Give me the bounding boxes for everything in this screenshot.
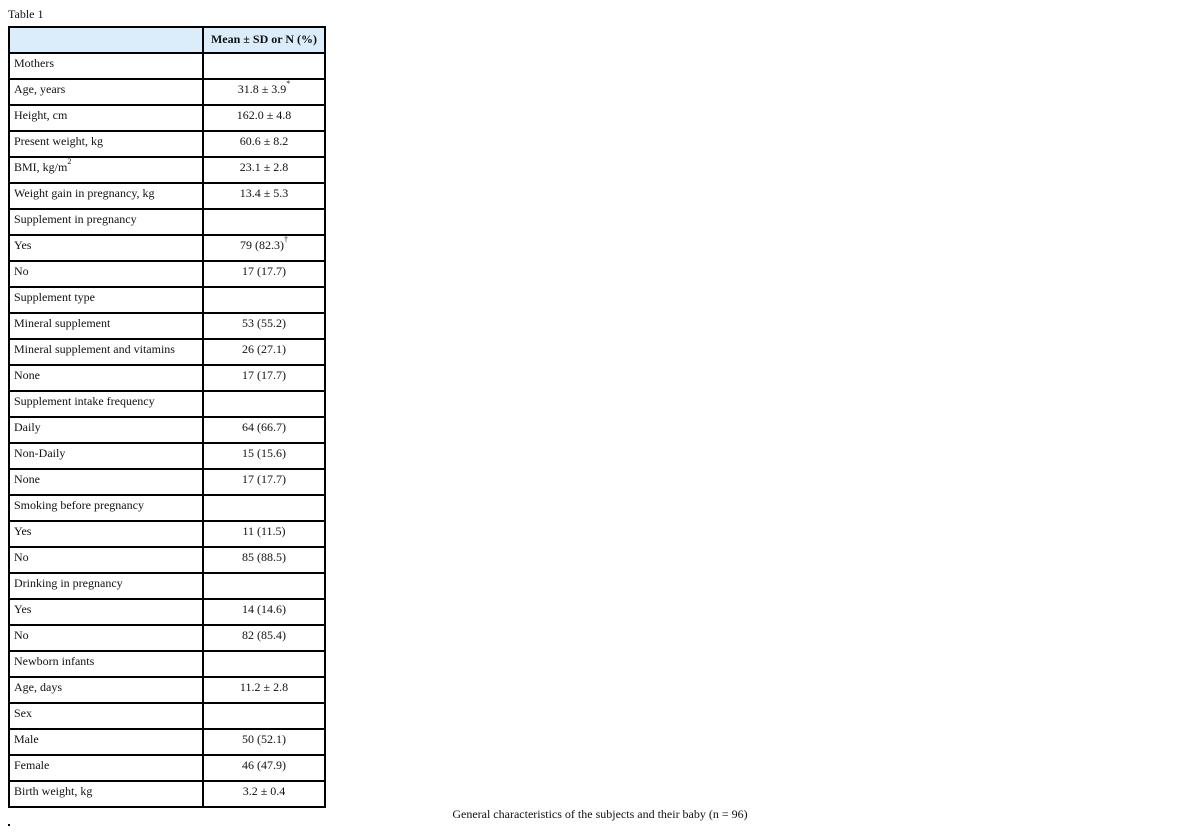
table-row — [9, 235, 325, 261]
table-row — [9, 781, 325, 807]
table-row — [9, 755, 325, 781]
row-label-cell — [9, 469, 203, 495]
row-value: 11.2 ± 2.8 — [239, 680, 289, 694]
row-value: 3.2 ± 0.4 — [242, 784, 286, 798]
row-value-cell — [203, 521, 325, 547]
row-value: 17 (17.7) — [242, 264, 286, 278]
row-value-cell — [203, 157, 325, 183]
row-value-cell — [203, 209, 325, 235]
row-label-cell — [9, 443, 203, 469]
row-value-cell — [203, 287, 325, 313]
row-label-cell — [9, 573, 203, 599]
row-label: Weight gain in pregnancy, kg — [14, 186, 155, 200]
row-label: Newborn infants — [14, 654, 95, 668]
row-label: Drinking in pregnancy — [14, 576, 123, 590]
row-label-cell — [9, 157, 203, 183]
row-value: 50 (52.1) — [242, 732, 286, 746]
table-body — [9, 53, 325, 807]
table-row — [9, 339, 325, 365]
row-value-footnote-mark: * — [286, 79, 291, 88]
row-label-cell — [9, 235, 203, 261]
row-value: 17 (17.7) — [242, 472, 286, 486]
row-value-cell — [203, 53, 325, 79]
row-label: BMI, kg/m — [14, 160, 68, 174]
table-row — [9, 365, 325, 391]
row-value: 85 (88.5) — [242, 550, 286, 564]
row-value: 13.4 ± 5.3 — [239, 186, 289, 200]
row-value: 17 (17.7) — [242, 368, 286, 382]
row-value-cell — [203, 391, 325, 417]
row-label: Non-Daily — [14, 446, 66, 460]
row-value-cell — [203, 235, 325, 261]
row-value: 11 (11.5) — [242, 524, 286, 538]
row-value: 31.8 ± 3.9 — [237, 82, 287, 96]
table-row — [9, 651, 325, 677]
row-label: Age, years — [14, 82, 66, 96]
header-blank-cell — [9, 27, 203, 53]
row-label-cell — [9, 339, 203, 365]
table-row — [9, 495, 325, 521]
row-value-cell — [203, 469, 325, 495]
table-row — [9, 469, 325, 495]
row-value: 64 (66.7) — [242, 420, 286, 434]
row-label: Yes — [14, 238, 32, 252]
row-label-cell — [9, 521, 203, 547]
row-value-cell — [203, 131, 325, 157]
table-row — [9, 417, 325, 443]
row-value: 82 (85.4) — [242, 628, 286, 642]
row-label: Age, days — [14, 680, 62, 694]
row-label: Height, cm — [14, 108, 68, 122]
row-label-cell — [9, 261, 203, 287]
row-label: Birth weight, kg — [14, 784, 93, 798]
row-value: 60.6 ± 8.2 — [239, 134, 289, 148]
row-label: Yes — [14, 524, 32, 538]
row-value: 14 (14.6) — [242, 602, 286, 616]
row-value-footnote-mark: † — [284, 235, 288, 244]
row-label-cell — [9, 755, 203, 781]
row-label-cell — [9, 183, 203, 209]
table-row — [9, 547, 325, 573]
row-value-cell — [203, 703, 325, 729]
row-value-cell — [203, 183, 325, 209]
row-label-cell — [9, 313, 203, 339]
table-row — [9, 313, 325, 339]
row-label-cell — [9, 131, 203, 157]
row-value-cell — [203, 755, 325, 781]
table-row — [9, 703, 325, 729]
row-label-cell — [9, 703, 203, 729]
row-value-cell — [203, 443, 325, 469]
table-row — [9, 209, 325, 235]
table-caption: General characteristics of the subjects and their baby (n = 96) — [452, 807, 748, 821]
row-value-cell — [203, 677, 325, 703]
table-row — [9, 287, 325, 313]
row-label-cell — [9, 365, 203, 391]
table-row — [9, 391, 325, 417]
row-value-cell — [203, 599, 325, 625]
row-label-cell — [9, 79, 203, 105]
row-label-cell — [9, 209, 203, 235]
header-value-cell: Mean ± SD or N (%) — [203, 27, 325, 53]
row-label: Smoking before pregnancy — [14, 498, 144, 512]
row-label: Male — [14, 732, 39, 746]
row-label-superscript: 2 — [67, 157, 72, 166]
row-label: No — [14, 628, 29, 642]
row-value: 26 (27.1) — [242, 342, 286, 356]
row-label: None — [14, 368, 40, 382]
table-row — [9, 443, 325, 469]
row-label: Daily — [14, 420, 41, 434]
table-row — [9, 261, 325, 287]
row-label: Mineral supplement and vitamins — [14, 342, 175, 356]
row-label: Sex — [14, 706, 32, 720]
row-label-cell — [9, 495, 203, 521]
row-value-cell — [203, 729, 325, 755]
table-row — [9, 625, 325, 651]
row-label-cell — [9, 677, 203, 703]
row-value: 53 (55.2) — [242, 316, 286, 330]
characteristics-table — [8, 26, 326, 808]
row-label-cell — [9, 547, 203, 573]
row-value-cell — [203, 105, 325, 131]
row-value: 23.1 ± 2.8 — [239, 160, 289, 174]
table-row — [9, 573, 325, 599]
row-value-cell — [203, 651, 325, 677]
row-label-cell — [9, 391, 203, 417]
row-label: Mineral supplement — [14, 316, 111, 330]
row-label-cell — [9, 53, 203, 79]
row-label-cell — [9, 287, 203, 313]
decorative-dot — [8, 824, 10, 826]
row-value-cell — [203, 261, 325, 287]
table-row — [9, 183, 325, 209]
row-value: 46 (47.9) — [242, 758, 286, 772]
table-row — [9, 729, 325, 755]
row-value: 79 (82.3) — [240, 238, 284, 252]
row-label-cell — [9, 729, 203, 755]
row-label-cell — [9, 599, 203, 625]
table-header-row — [9, 27, 325, 53]
table-title: Table 1 — [8, 7, 44, 21]
row-value-cell — [203, 339, 325, 365]
table-row — [9, 53, 325, 79]
row-label-cell — [9, 781, 203, 807]
row-value-cell — [203, 79, 325, 105]
row-value-cell — [203, 495, 325, 521]
row-label: Female — [14, 758, 50, 772]
row-label: Mothers — [14, 56, 54, 70]
table-row — [9, 131, 325, 157]
table-row — [9, 599, 325, 625]
table-row — [9, 157, 325, 183]
table-row — [9, 105, 325, 131]
row-label-cell — [9, 625, 203, 651]
row-label: Present weight, kg — [14, 134, 103, 148]
row-value-cell — [203, 625, 325, 651]
row-label: No — [14, 550, 29, 564]
row-value-cell — [203, 417, 325, 443]
row-value: 162.0 ± 4.8 — [236, 108, 292, 122]
row-label: None — [14, 472, 40, 486]
row-label-cell — [9, 651, 203, 677]
row-value-cell — [203, 547, 325, 573]
row-value-cell — [203, 313, 325, 339]
row-label: Supplement in pregnancy — [14, 212, 137, 226]
row-value-cell — [203, 573, 325, 599]
row-label: Yes — [14, 602, 32, 616]
row-value-cell — [203, 365, 325, 391]
row-label: Supplement intake frequency — [14, 394, 155, 408]
table-row — [9, 79, 325, 105]
row-value-cell — [203, 781, 325, 807]
table-row — [9, 521, 325, 547]
row-label: No — [14, 264, 29, 278]
row-value: 15 (15.6) — [242, 446, 286, 460]
table-row — [9, 677, 325, 703]
row-label-cell — [9, 105, 203, 131]
row-label-cell — [9, 417, 203, 443]
row-label: Supplement type — [14, 290, 95, 304]
